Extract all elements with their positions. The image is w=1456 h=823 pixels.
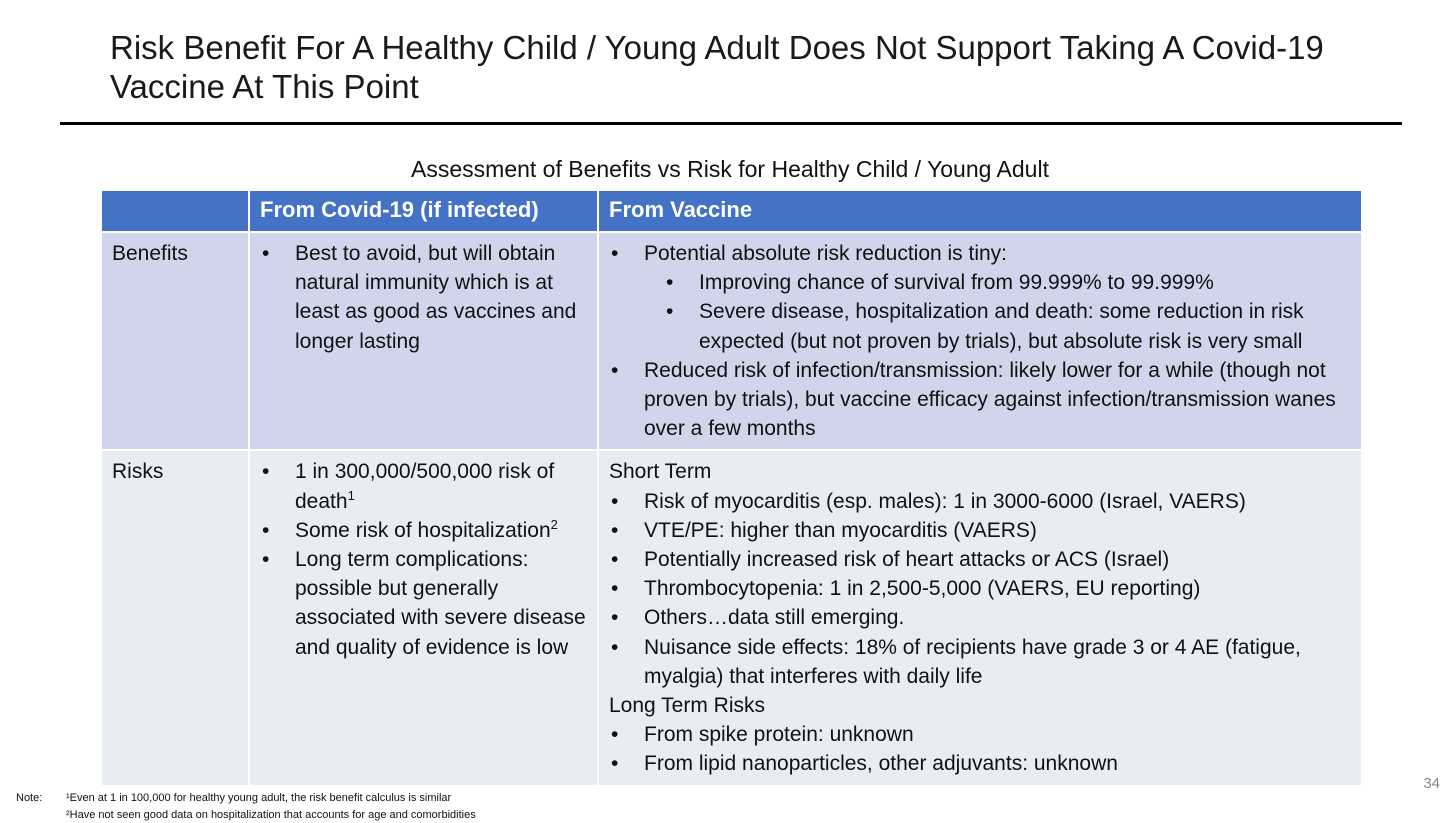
benefits-vaccine-sublist bbox=[664, 268, 1353, 356]
note-label: Note: bbox=[16, 792, 43, 804]
benefits-vaccine-list bbox=[609, 239, 1353, 443]
list-item: • VTE/PE: higher than myocarditis (VAERS) bbox=[609, 516, 1353, 545]
footnote-1: ¹Even at 1 in 100,000 for healthy young adult, the risk benefit calculus is similar bbox=[66, 792, 452, 804]
footnote-ref: 1 bbox=[347, 487, 355, 503]
list-item: • Thrombocytopenia: 1 in 2,500-5,000 (VAERS, EU reporting) bbox=[609, 574, 1353, 603]
list-item: • Others…data still emerging. bbox=[609, 603, 1353, 632]
risks-row bbox=[101, 450, 1362, 785]
list-item: • Best to avoid, but will obtain natural immunity which is at least as good as vaccines and longer lasting bbox=[260, 239, 589, 356]
benefits-covid-list bbox=[260, 239, 589, 356]
header-from-covid: From Covid-19 (if infected) bbox=[249, 190, 598, 232]
risks-label: Risks bbox=[101, 450, 249, 785]
list-item: • Nuisance side effects: 18% of recipients have grade 3 or 4 AE (fatigue, myalgia) that interferes with daily life bbox=[609, 633, 1353, 691]
list-item: • Long term complications: possible but generally associated with severe disease and quality of evidence is low bbox=[260, 545, 589, 662]
short-term-heading: Short Term bbox=[609, 460, 712, 484]
list-item: • Improving chance of survival from 99.999% to 99.999% bbox=[664, 268, 1353, 297]
long-term-list bbox=[609, 720, 1353, 778]
long-term-heading: Long Term Risks bbox=[609, 694, 766, 718]
footnote-2: ²Have not seen good data on hospitalization that accounts for age and comorbidities bbox=[66, 809, 476, 821]
risks-covid-list bbox=[260, 457, 589, 661]
header-empty bbox=[101, 190, 249, 232]
short-term-list bbox=[609, 487, 1353, 691]
benefits-row bbox=[101, 232, 1362, 450]
table-caption: Assessment of Benefits vs Risk for Healthy Child / Young Adult bbox=[411, 156, 1049, 182]
list-item: • Severe disease, hospitalization and death: some reduction in risk expected (but not proven by trials), but absolute risk is very small bbox=[664, 297, 1353, 355]
header-from-vaccine: From Vaccine bbox=[598, 190, 1362, 232]
list-item-text: Potential absolute risk reduction is tiny: bbox=[644, 242, 1008, 265]
risks-covid-cell bbox=[249, 450, 598, 785]
risks-vaccine-cell bbox=[598, 450, 1362, 785]
list-item: • From spike protein: unknown bbox=[609, 720, 1353, 749]
assessment-table bbox=[100, 189, 1363, 787]
list-item bbox=[609, 239, 1353, 356]
list-item: • Risk of myocarditis (esp. males): 1 in 3000-6000 (Israel, VAERS) bbox=[609, 487, 1353, 516]
footnote-ref: 2 bbox=[550, 516, 558, 532]
slide-title: Risk Benefit For A Healthy Child / Young Adult Does Not Support Taking A Covid-19 Vaccine At This Point bbox=[110, 29, 1324, 105]
list-item-text: Some risk of hospitalization bbox=[295, 518, 551, 542]
benefits-covid-cell bbox=[249, 232, 598, 450]
title-divider bbox=[60, 122, 1402, 125]
page-number: 34 bbox=[1423, 775, 1440, 792]
list-item bbox=[260, 457, 589, 515]
list-item bbox=[260, 516, 589, 545]
benefits-vaccine-cell bbox=[598, 232, 1362, 450]
table-header-row bbox=[101, 190, 1362, 232]
list-item-text: 1 in 300,000/500,000 risk of death bbox=[295, 460, 555, 513]
list-item: • Potentially increased risk of heart attacks or ACS (Israel) bbox=[609, 545, 1353, 574]
list-item: • Reduced risk of infection/transmission: likely lower for a while (though not proven by trials), but vaccine efficacy against infection/transmission wanes over a few months bbox=[609, 356, 1353, 444]
list-item: • From lipid nanoparticles, other adjuvants: unknown bbox=[609, 749, 1353, 778]
benefits-label: Benefits bbox=[101, 232, 249, 450]
